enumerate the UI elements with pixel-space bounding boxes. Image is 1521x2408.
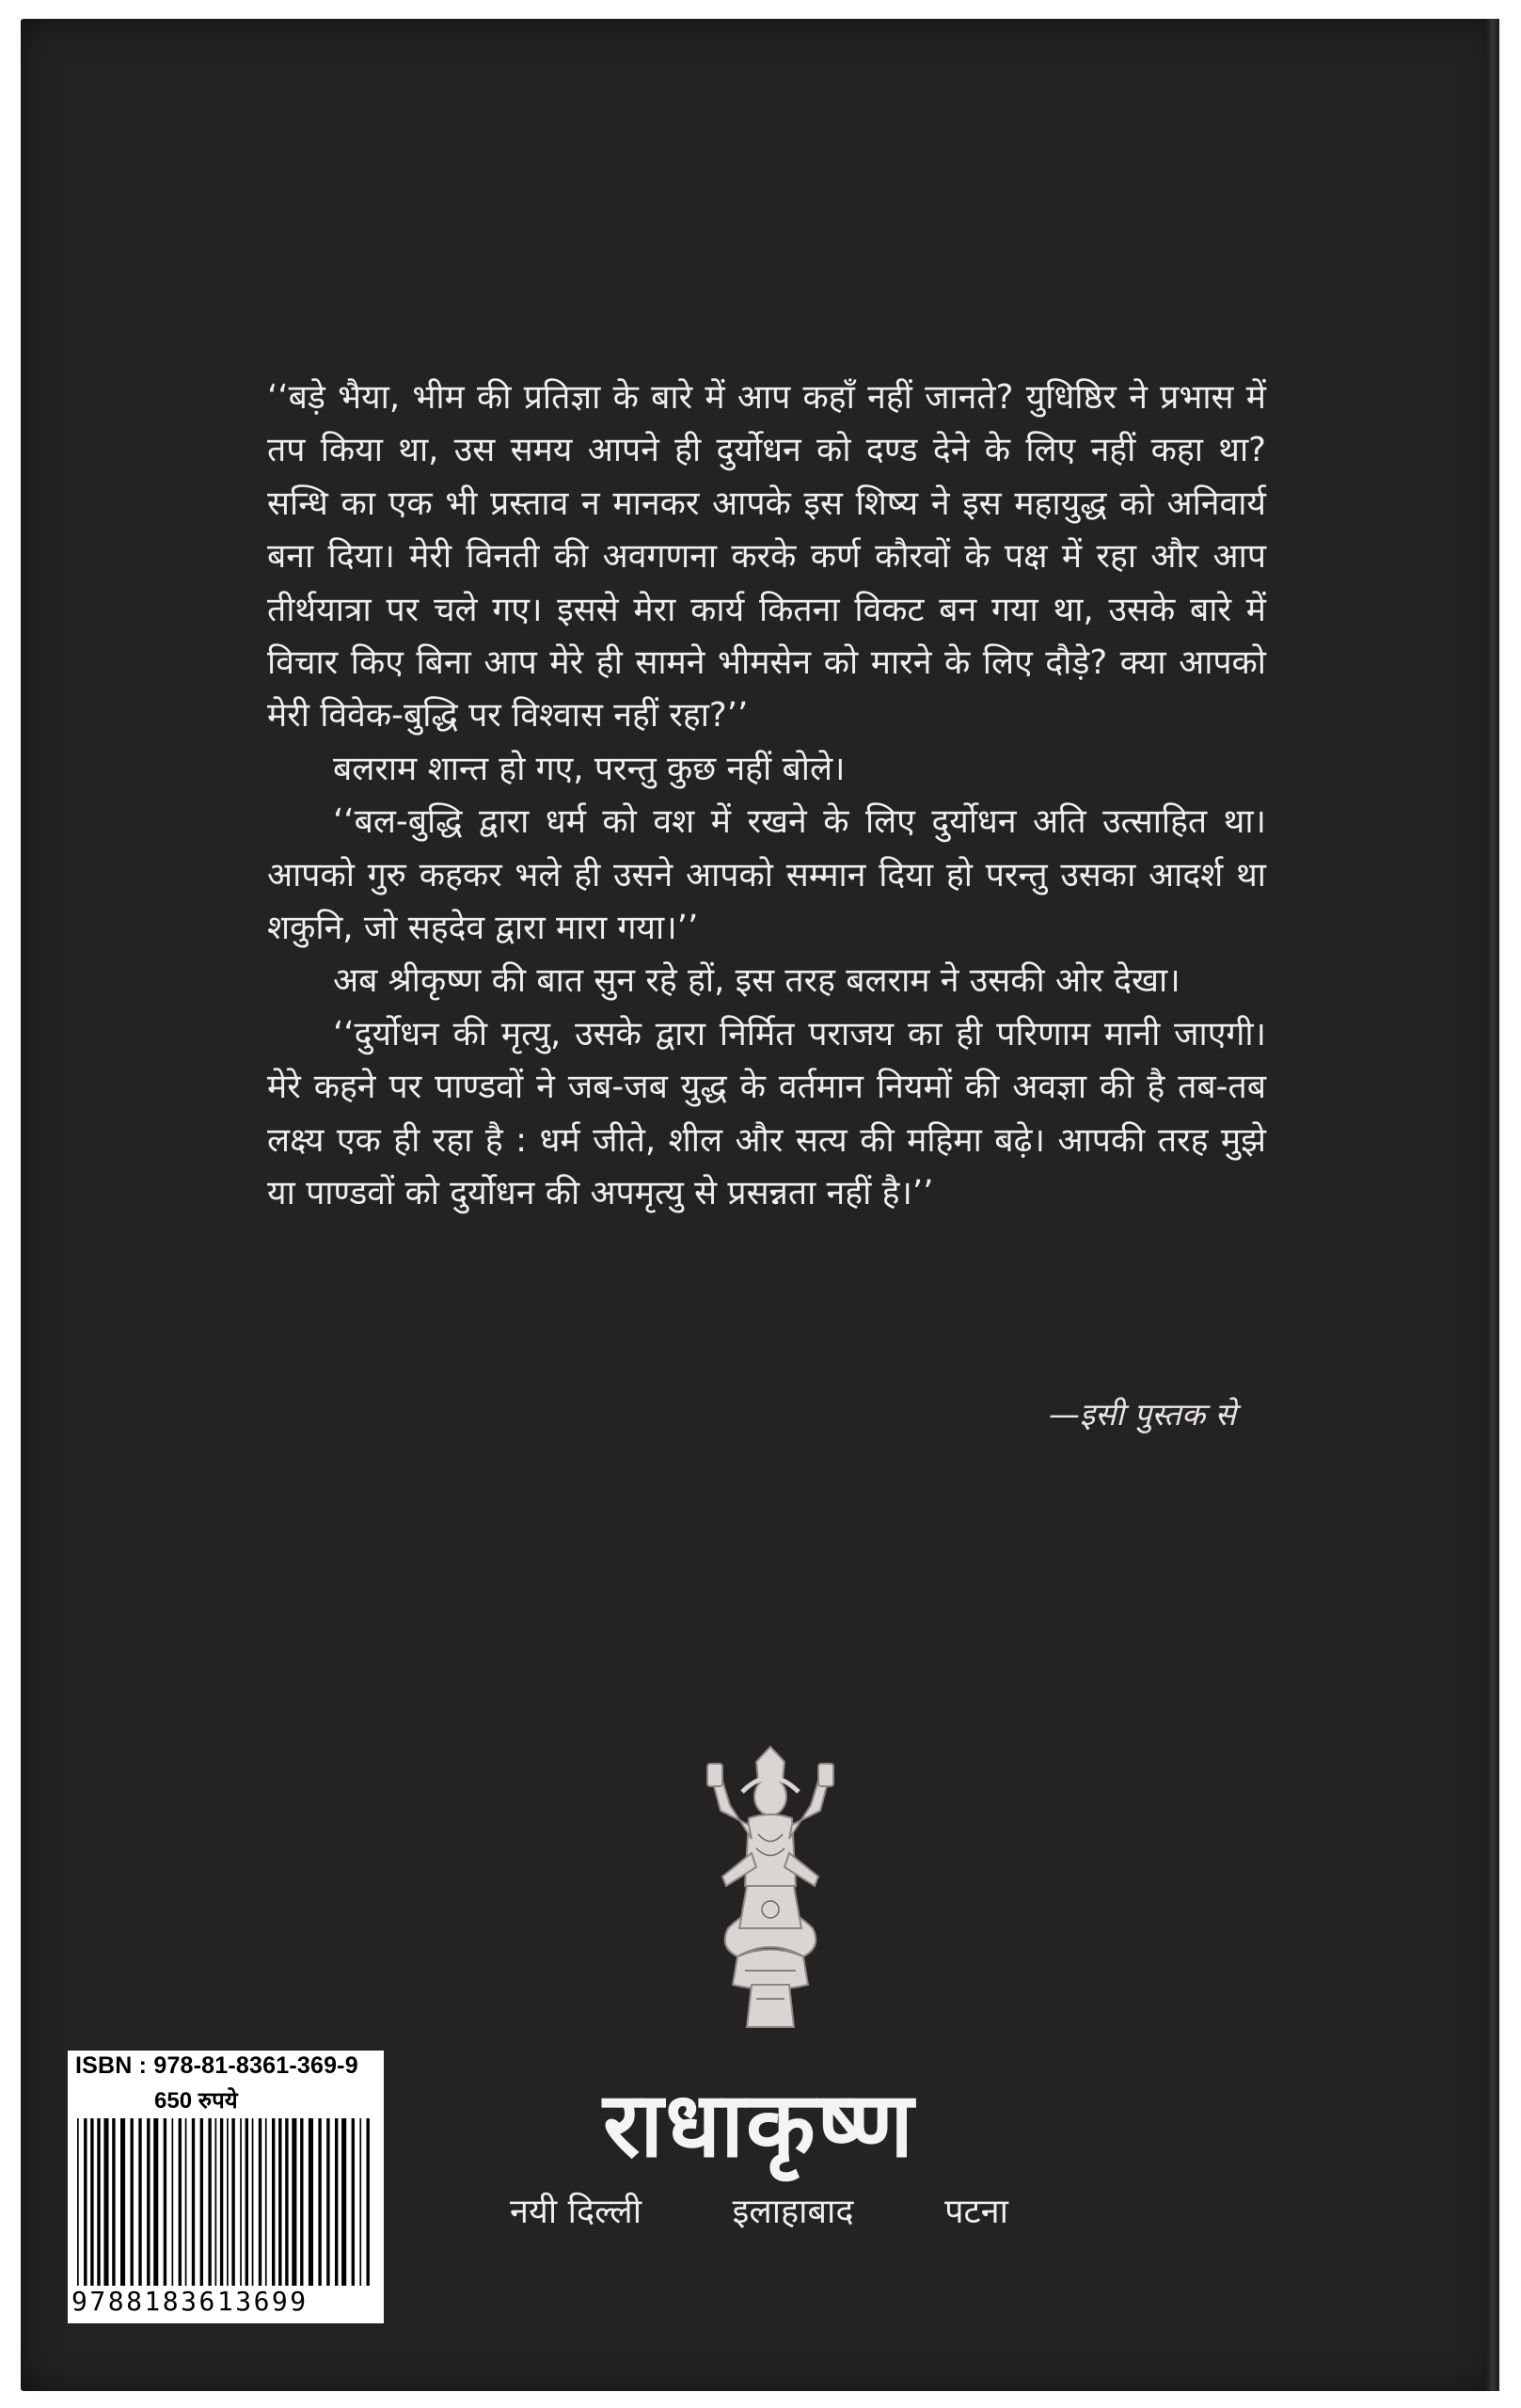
barcode-bar <box>77 2118 79 2286</box>
barcode-bar <box>200 2118 203 2286</box>
barcode-bar <box>84 2118 87 2286</box>
excerpt-source: —इसी पुस्तक से <box>1048 1396 1236 1433</box>
barcode-digits: 9788183613699 <box>71 2286 309 2317</box>
price-label: 650 रुपये <box>154 2088 238 2114</box>
barcode-bar <box>272 2118 275 2286</box>
excerpt-paragraph-1: ‘‘बड़े भैया, भीम की प्रतिज्ञा के बारे में आप कहाँ नहीं जानते? युधिष्ठिर ने प्रभास में तप किया था, उस समय आपने ही दुर्योधन को दण्ड देने के लिए नहीं कहा था? सन्धि का एक भी प्रस्ताव न मानकर आपके इस शिष्य ने इस महायुद्ध को अनिवार्य बना दिया। मेरी विनती की अवगणना करके कर्ण कौरवों के पक्ष में रहा और आप तीर्थयात्रा पर चले गए। इससे मेरा कार्य कितना विकट बन गया था, उसके बारे में विचार किए बिना आप मेरे ही सामने भीमसेन को मारने के लिए दौड़े? क्या आपको मेरी विवेक-बुद्धि पर विश्वास नहीं रहा?’’ <box>267 378 1266 736</box>
city-3: पटना <box>944 2193 1008 2231</box>
barcode-icon <box>73 2118 378 2286</box>
barcode-bar <box>246 2118 248 2286</box>
barcode-bar <box>335 2118 338 2286</box>
excerpt-paragraph-2: बलराम शान्त हो गए, परन्तु कुछ नहीं बोले। <box>333 749 846 788</box>
barcode-bar <box>278 2118 281 2286</box>
city-2: इलाहाबाद <box>732 2193 854 2231</box>
barcode-bar <box>292 2118 296 2286</box>
barcode-bar <box>318 2118 321 2286</box>
barcode-bar <box>359 2118 361 2286</box>
barcode-bar <box>252 2118 254 2286</box>
isbn-barcode-box <box>68 2051 384 2323</box>
barcode-bar <box>341 2118 346 2286</box>
barcode-bar <box>352 2118 355 2286</box>
excerpt-text <box>267 372 1266 1221</box>
barcode-bar <box>227 2118 229 2286</box>
barcode-bar <box>220 2118 223 2286</box>
barcode-bar <box>179 2118 182 2286</box>
barcode-bar <box>97 2118 100 2286</box>
excerpt-paragraph-3: ‘‘बल-बुद्धि द्वारा धर्म को वश में रखने के लिए दुर्योधन अति उत्साहित था। आपको गुरु कहकर भले ही उसने आपको सम्मान दिया हो परन्तु उसका आदर्श था शकुनि, जो सहदेव द्वारा मारा गया।’’ <box>267 802 1266 948</box>
deity-emblem-icon <box>700 1745 841 2032</box>
city-1: नयी दिल्ली <box>510 2193 642 2231</box>
barcode-bar <box>153 2118 158 2286</box>
barcode-bar <box>147 2118 150 2286</box>
barcode-bar <box>131 2118 134 2286</box>
barcode-bar <box>185 2118 187 2286</box>
barcode-bar <box>265 2118 267 2286</box>
publisher-cities <box>510 2187 1008 2233</box>
excerpt-paragraph-4: अब श्रीकृष्ण की बात सुन रहे हों, इस तरह बलराम ने उसकी ओर देखा। <box>333 961 1180 1001</box>
barcode-bar <box>112 2118 115 2286</box>
barcode-bar <box>259 2118 261 2286</box>
publisher-logo: राधाकृष्ण <box>602 2072 916 2178</box>
cover-edge <box>1486 19 1499 2391</box>
barcode-bar <box>164 2118 166 2286</box>
barcode-bar <box>90 2118 93 2286</box>
barcode-bar <box>208 2118 211 2286</box>
barcode-bar <box>103 2118 108 2286</box>
barcode-bar <box>326 2118 329 2286</box>
barcode-bar <box>215 2118 217 2286</box>
barcode-bar <box>367 2118 370 2286</box>
isbn-label: ISBN : 978-81-8361-369-9 <box>75 2052 358 2079</box>
excerpt-paragraph-5: ‘‘दुर्योधन की मृत्यु, उसके द्वारा निर्मित पराजय का ही परिणाम मानी जाएगी। मेरे कहने पर पाण्डवों ने जब-जब युद्ध के वर्तमान नियमों की अवज्ञा की है तब-तब लक्ष्य एक ही रहा है : धर्म जीते, शील और सत्य की महिमा बढ़े। आपकी तरह मुझे या पाण्डवों को दुर्योधन की अपमृत्यु से प्रसन्नता नहीं है।’’ <box>267 1014 1266 1213</box>
barcode-bar <box>309 2118 313 2286</box>
barcode-bar <box>300 2118 303 2286</box>
barcode-bar <box>138 2118 141 2286</box>
barcode-bar <box>231 2118 234 2286</box>
book-back-cover <box>21 19 1499 2391</box>
barcode-bar <box>285 2118 288 2286</box>
barcode-bar <box>240 2118 242 2286</box>
barcode-bar <box>172 2118 174 2286</box>
barcode-bar <box>192 2118 195 2286</box>
barcode-bar <box>120 2118 125 2286</box>
